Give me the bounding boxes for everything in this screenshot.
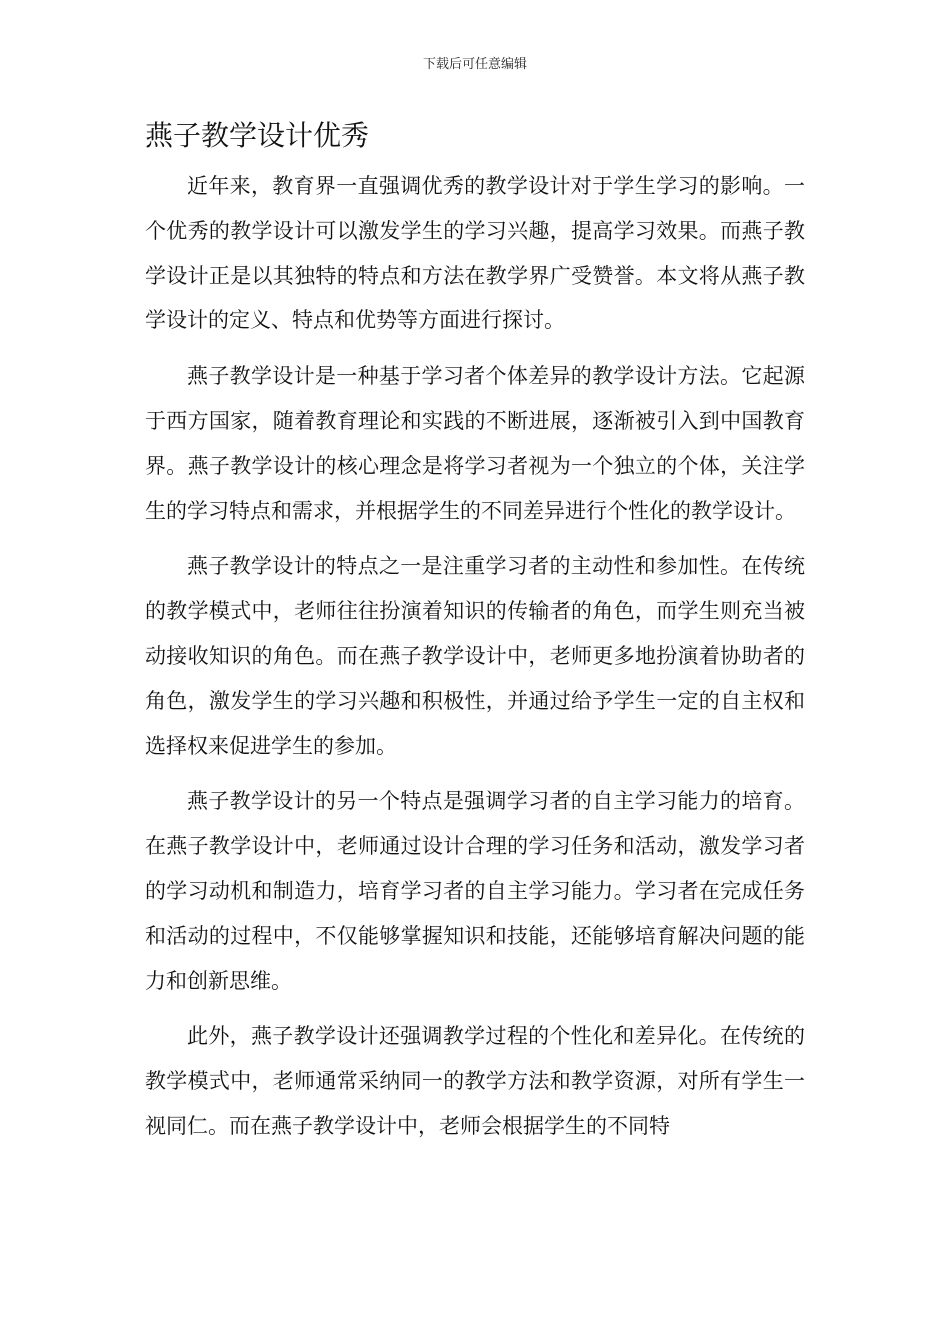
document-body <box>145 164 805 1160</box>
paragraph-4: 燕子教学设计的另一个特点是强调学习者的自主学习能力的培育。在燕子教学设计中，老师通过设计合理的学习任务和活动，激发学习者的学习动机和制造力，培育学习者的自主学习能力。学习者在完成任务和活动的过程中，不仅能够掌握知识和技能，还能够培育解决问题的能力和创新思维。 <box>145 789 805 993</box>
paragraph-5: 此外，燕子教学设计还强调教学过程的个性化和差异化。在传统的教学模式中，老师通常采纳同一的教学方法和教学资源，对所有学生一视同仁。而在燕子教学设计中，老师会根据学生的不同特 <box>145 1024 805 1138</box>
paragraph-3: 燕子教学设计的特点之一是注重学习者的主动性和参加性。在传统的教学模式中，老师往往扮演着知识的传输者的角色，而学生则充当被动接收知识的角色。而在燕子教学设计中，老师更多地扮演着协助者的角色，激发学生的学习兴趣和积极性，并通过给予学生一定的自主权和选择权来促进学生的参加。 <box>145 554 805 758</box>
paragraph-2: 燕子教学设计是一种基于学习者个体差异的教学设计方法。它起源于西方国家，随着教育理论和实践的不断进展，逐渐被引入到中国教育界。燕子教学设计的核心理念是将学习者视为一个独立的个体，关注学生的学习特点和需求，并根据学生的不同差异进行个性化的教学设计。 <box>145 364 805 523</box>
paragraph-1: 近年来，教育界一直强调优秀的教学设计对于学生学习的影响。一个优秀的教学设计可以激发学生的学习兴趣，提高学习效果。而燕子教学设计正是以其独特的特点和方法在教学界广受赞誉。本文将从燕子教学设计的定义、特点和优势等方面进行探讨。 <box>145 174 805 333</box>
header-note: 下载后可任意编辑 <box>422 57 527 72</box>
document-title: 燕子教学设计优秀 <box>145 119 370 152</box>
